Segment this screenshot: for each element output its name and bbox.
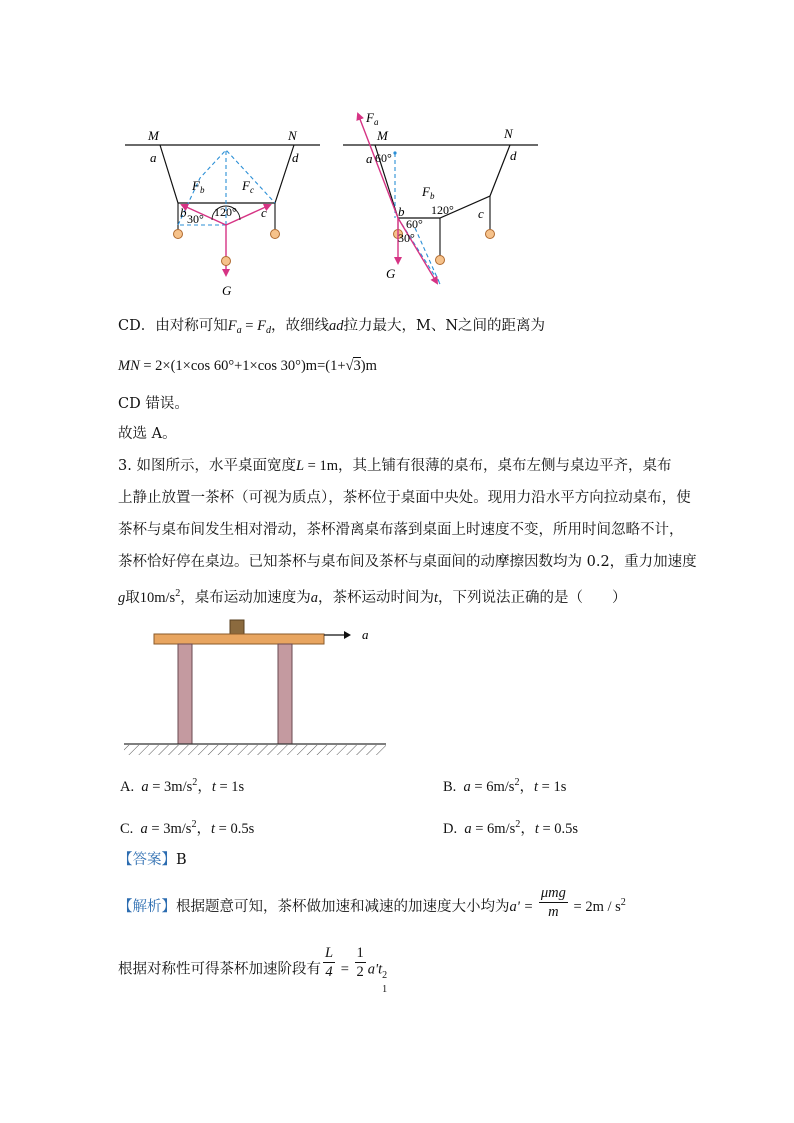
- label-b: b: [398, 204, 405, 219]
- label-M: M: [148, 128, 159, 143]
- option-B[interactable]: B. $a = 6m/s^2$，t = 1s: [443, 777, 567, 795]
- label-b: b: [180, 205, 187, 220]
- label-angle-120: 120°: [431, 203, 454, 217]
- question-line-1: 3. 如图所示，水平桌面宽度L = 1m，其上铺有很薄的桌布，桌布左侧与桌边平齐，桌布: [118, 458, 672, 474]
- question-line-3: 茶杯与桌布间发生相对滑动，茶杯滑离桌布落到桌面上时速度不变，所用时间忽略不计，: [118, 522, 684, 538]
- cd-explanation: CD．由对称可知$F_a = F_d$，故细线ad拉力最大，M、N之间的距离为: [118, 318, 546, 336]
- label-a: a: [150, 150, 157, 165]
- label-N: N: [504, 126, 513, 141]
- analysis-line-1: 【解析】根据题意可知，茶杯做加速和减速的加速度大小均为a' = $\frac{\text{μmg}}{m}$ = $2m / s^2$: [118, 884, 626, 920]
- question-line-2: 上静止放置一茶杯（可视为质点），茶杯位于桌面中央处。现用力沿水平方向拉动桌布，使: [118, 490, 691, 506]
- answer-tag: 【答案】: [118, 852, 176, 868]
- tabletop: [154, 634, 324, 644]
- label-angle-60a: 60°: [375, 151, 392, 165]
- cd-wrong: CD 错误。: [118, 396, 189, 412]
- diagram-symmetric-strings: [120, 120, 330, 305]
- answer-line: [118, 850, 187, 870]
- ball-center: [222, 257, 231, 266]
- label-a: a: [366, 151, 373, 166]
- label-G: G: [222, 283, 232, 298]
- label-Fc: $F_c$: [242, 178, 254, 195]
- choose-answer: 故选 A。: [118, 426, 177, 442]
- label-a: a: [362, 627, 369, 642]
- option-D[interactable]: D. $a = 6m/s^2$，t = 0.5s: [443, 819, 579, 837]
- answer-value: B: [176, 852, 187, 868]
- mn-formula: MN = 2×(1×cos 60°+1×cos 30°)m=(1+√3)m: [118, 358, 377, 374]
- ball-b: [174, 230, 183, 239]
- diagram-asymmetric-analysis: [340, 108, 550, 293]
- label-d: d: [510, 148, 517, 163]
- option-C[interactable]: C. $a = 3m/s^2$，t = 0.5s: [120, 819, 255, 837]
- label-angle-30: 30°: [187, 212, 204, 226]
- label-M: M: [377, 128, 388, 143]
- question-line-4: 茶杯恰好停在桌边。已知茶杯与桌布间及茶杯与桌面间的动摩擦因数均为 0.2，重力加速度: [118, 554, 697, 570]
- label-angle-30: 30°: [398, 231, 415, 245]
- label-Fa: $F_a$: [366, 110, 379, 127]
- ball-c: [271, 230, 280, 239]
- label-c: c: [261, 205, 267, 220]
- label-angle-120: 120°: [214, 205, 237, 219]
- teacup: [230, 620, 244, 634]
- analysis-line-2: 根据对称性可得茶杯加速阶段有 $\frac{L}{4}$ = $\frac{1}{2}$ a't 2 1: [118, 945, 388, 995]
- label-d: d: [292, 150, 299, 165]
- label-N: N: [288, 128, 297, 143]
- option-A[interactable]: A. $a = 3m/s^2$，t = 1s: [120, 777, 245, 795]
- label-Fb: $F_b$: [422, 184, 435, 201]
- analysis-tag: 【解析】: [118, 899, 176, 915]
- label-angle-60b: 60°: [406, 217, 423, 231]
- question-line-5: g取$10m/s^2$，桌布运动加速度为a，茶杯运动时间为t，下列说法正确的是（ ）: [118, 588, 627, 606]
- label-Fb: $F_b$: [192, 178, 205, 195]
- table-leg-right: [278, 644, 292, 744]
- label-G: G: [386, 266, 396, 281]
- table-leg-left: [178, 644, 192, 744]
- string-abcd: [160, 145, 294, 203]
- label-c: c: [478, 206, 484, 221]
- table-figure: [120, 615, 390, 760]
